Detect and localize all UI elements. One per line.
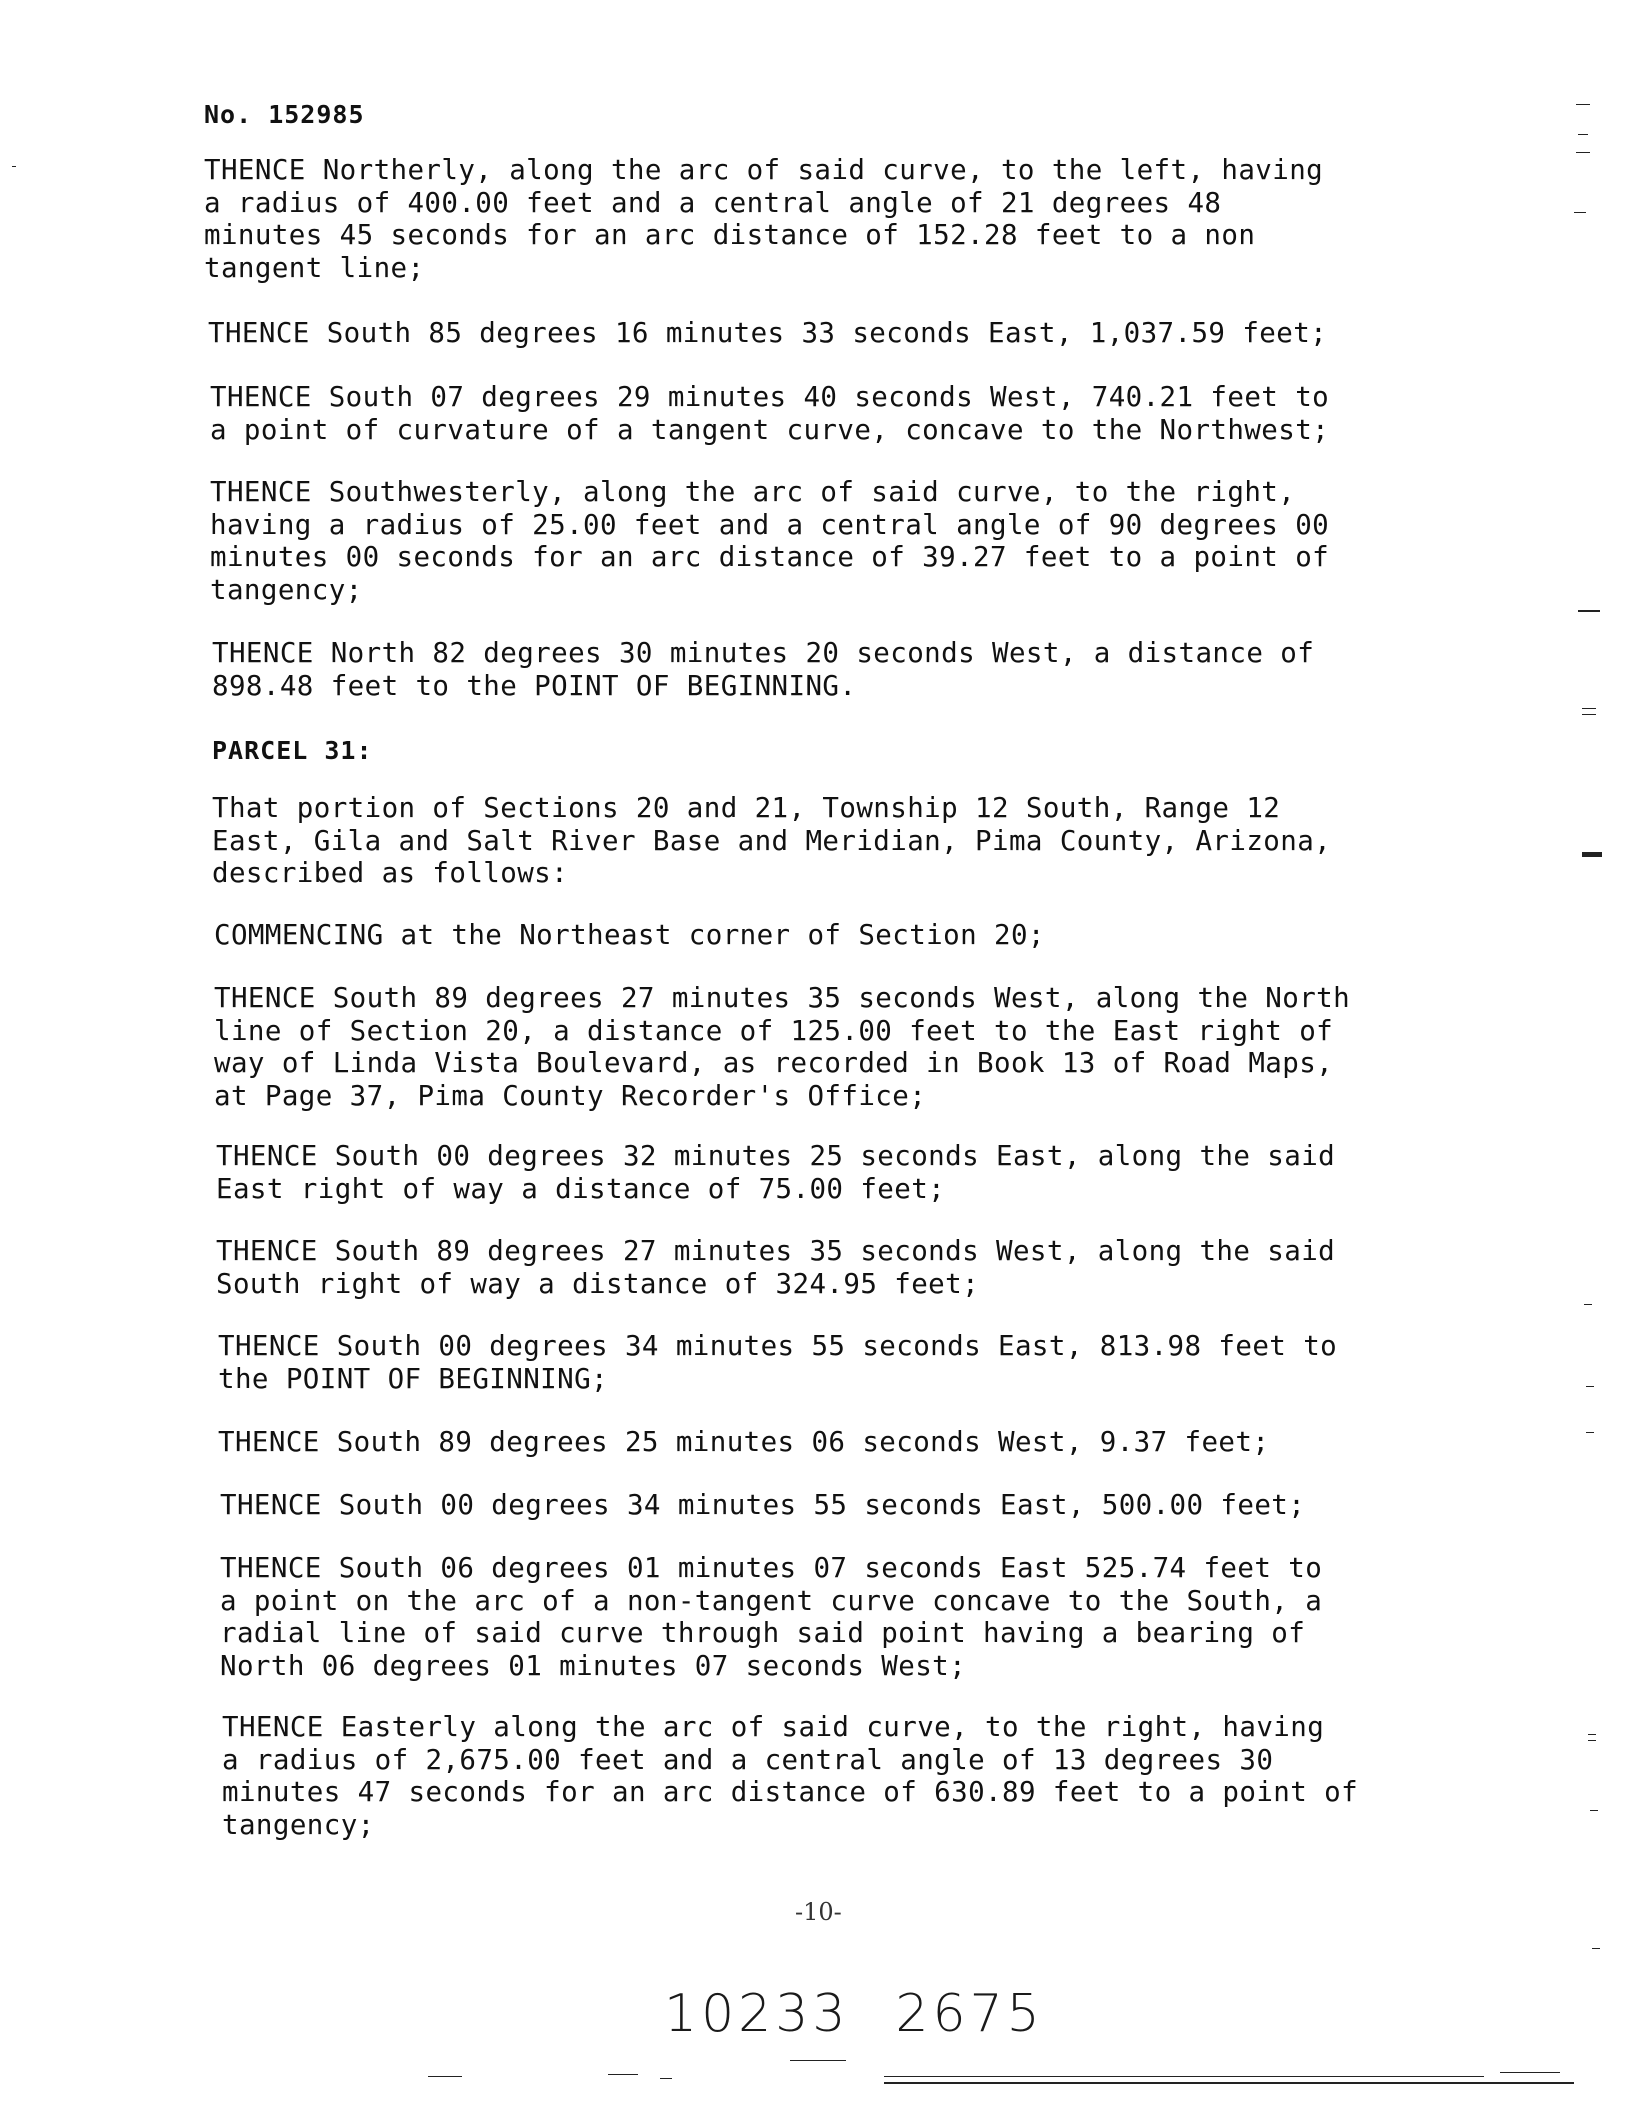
scan-artifact — [1582, 714, 1596, 715]
scan-artifact — [1576, 152, 1590, 153]
parcel-description-paragraph: THENCE South 00 degrees 34 minutes 55 seconds East, 500.00 feet; — [220, 1489, 1306, 1521]
scan-artifact — [428, 2076, 462, 2077]
parcel-description-paragraph: That portion of Sections 20 and 21, Township 12 South, Range 12 East, Gila and Salt River Base and Meridian, Pima County, Arizona, described as follows: — [212, 792, 1332, 889]
parcel-description-paragraph: THENCE South 89 degrees 27 minutes 35 seconds West, along the said South right of way a distance of 324.95 feet; — [216, 1235, 1336, 1300]
scan-artifact — [1588, 1734, 1596, 1735]
legal-description-paragraph: THENCE South 85 degrees 16 minutes 33 seconds East, 1,037.59 feet; — [208, 317, 1328, 349]
parcel-description-paragraph: THENCE South 00 degrees 32 minutes 25 seconds East, along the said East right of way a distance of 75.00 feet; — [216, 1140, 1336, 1205]
scan-artifact — [1582, 708, 1596, 709]
scan-artifact — [1586, 1386, 1594, 1387]
scan-artifact — [660, 2078, 672, 2079]
parcel-description-paragraph: THENCE South 06 degrees 01 minutes 07 seconds East 525.74 feet to a point on the arc of a non-tangent curve concave to the South, a radial line of said curve through said point having a bearing of North 06 degrees 01 minutes 07 seconds West; — [220, 1552, 1323, 1682]
scan-artifact — [1500, 2072, 1560, 2073]
document-number: No. 152985 — [204, 100, 365, 129]
scan-artifact — [1588, 1740, 1596, 1741]
recording-book-number: 10233 — [664, 1984, 850, 2044]
parcel-description-paragraph: THENCE Easterly along the arc of said curve, to the right, having a radius of 2,675.00 feet and a central angle of 13 degrees 30 minutes 47 seconds for an arc distance of 630.89 feet to a point of tangency; — [222, 1711, 1359, 1841]
parcel-heading: PARCEL 31: — [212, 736, 373, 765]
scan-artifact — [1586, 1432, 1594, 1433]
parcel-description-paragraph: COMMENCING at the Northeast corner of Section 20; — [214, 919, 1045, 951]
legal-description-paragraph: THENCE North 82 degrees 30 minutes 20 seconds West, a distance of 898.48 feet to the POINT OF BEGINNING. — [212, 637, 1315, 702]
scan-artifact — [1576, 104, 1590, 105]
scan-artifact — [1574, 212, 1586, 213]
scan-artifact — [884, 2082, 1574, 2084]
legal-description-paragraph: THENCE Southwesterly, along the arc of said curve, to the right, having a radius of 25.00 feet and a central angle of 90 degrees 00 minutes 00 seconds for an arc distance of 39.27 feet to a point of tangency; — [210, 476, 1330, 606]
scan-artifact — [12, 166, 16, 167]
scan-artifact — [1584, 1304, 1592, 1305]
scan-artifact — [608, 2074, 638, 2075]
parcel-description-paragraph: THENCE South 89 degrees 25 minutes 06 seconds West, 9.37 feet; — [218, 1426, 1270, 1458]
parcel-description-paragraph: THENCE South 00 degrees 34 minutes 55 seconds East, 813.98 feet to the POINT OF BEGINNING; — [218, 1330, 1338, 1395]
scan-artifact — [1590, 1810, 1598, 1811]
page-number: -10- — [795, 1898, 842, 1926]
scan-artifact — [1582, 852, 1602, 857]
recording-page-number: 2675 — [895, 1984, 1044, 2044]
scan-artifact — [790, 2060, 846, 2061]
scan-artifact — [1578, 134, 1588, 135]
recording-stamp — [664, 1984, 1044, 2044]
parcel-description-paragraph: THENCE South 89 degrees 27 minutes 35 seconds West, along the North line of Section 20, a distance of 125.00 feet to the East right of way of Linda Vista Boulevard, as recorded in Book 13 of Road Maps, at Page 37, Pima County Recorder's Office; — [214, 982, 1351, 1112]
legal-description-paragraph: THENCE Northerly, along the arc of said curve, to the left, having a radius of 400.00 feet and a central angle of 21 degrees 48 minutes 45 seconds for an arc distance of 152.28 feet to a non tangent line; — [204, 154, 1324, 284]
scan-artifact — [1578, 610, 1600, 612]
legal-description-paragraph: THENCE South 07 degrees 29 minutes 40 seconds West, 740.21 feet to a point of curvature of a tangent curve, concave to the Northwest; — [210, 381, 1330, 446]
scan-artifact — [884, 2076, 1484, 2077]
scan-artifact — [1592, 1948, 1600, 1949]
